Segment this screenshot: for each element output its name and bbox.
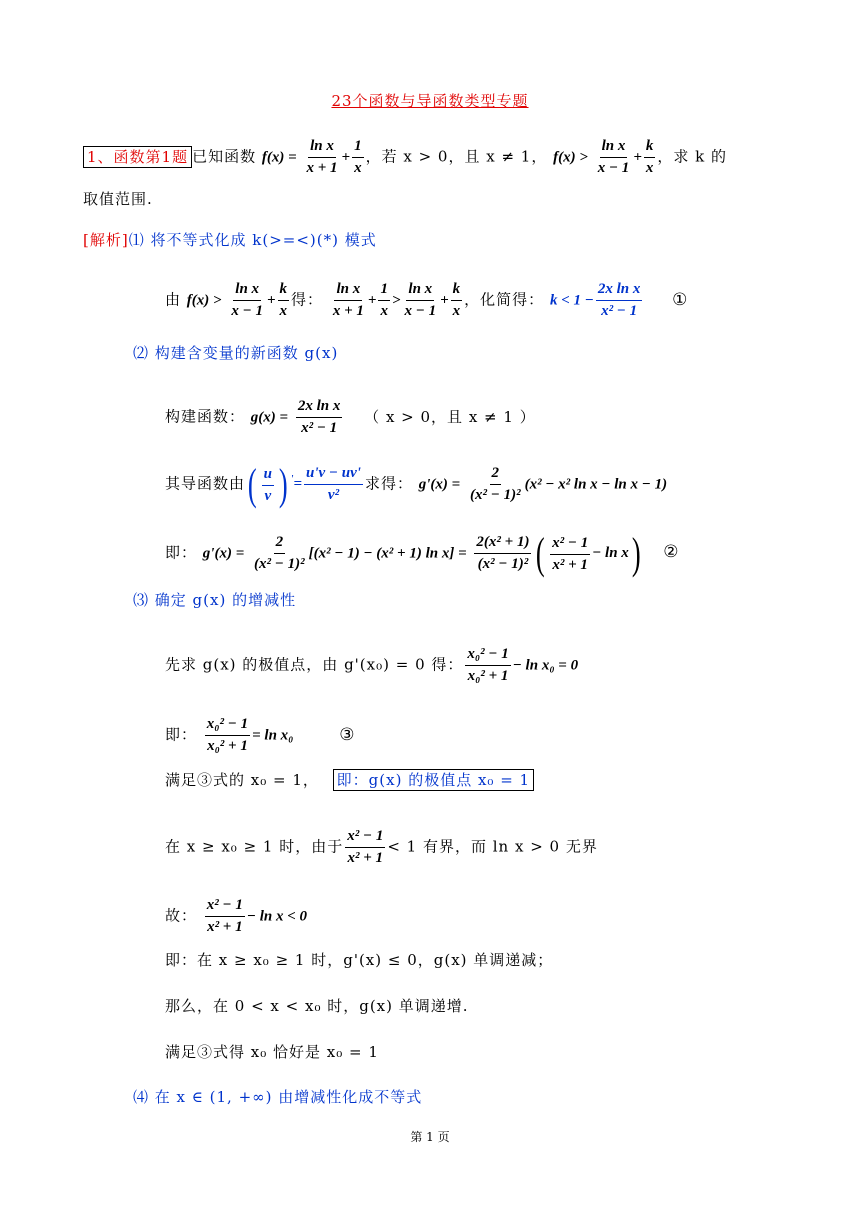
equation-mark-1: ① [672,289,689,310]
step3-increasing: 那么，在 0 < x < x₀ 时，g(x) 单调递增. [165,997,469,1015]
fraction: $\frac{k}{x}$ [645,138,654,176]
step3-decreasing: 即：在 x ≥ x₀ ≥ 1 时，g'(x) ≤ 0，g(x) 单调递减； [165,951,554,969]
page-title: 23个函数与导函数类型专题 [331,92,529,110]
step2-simplified: 即： g'(x) = $\frac{2}{\text{(x² − 1)²}}$ [(x² − 1) − (x² + 1) ln x] = $\frac{\text{2(x² + 1)}}{\text{(x² − 1)²}}$ ( $\frac{\text{x² − 1}}{\text{x² + 1}}$ − ln x) ② [165,529,680,578]
step3-equation: 即： $\frac{\text{x₀² − 1}}{\text{x₀² + 1}}$ = ln x₀ ③ [165,716,356,754]
step1-heading: [解析]⑴ 将不等式化成 k(>=<)(*) 模式 [83,231,377,249]
step3-heading: ⑶ 确定 g(x) 的增减性 [133,591,297,609]
fraction: $\frac{\text{ln x}}{x - 1}$ [597,138,630,176]
step1-derivation: 由 f(x) > $\frac{\text{ln x}}{x - 1}$ + $\frac{k}{x}$ 得： $\frac{\text{ln x}}{x + 1}$ + $\frac{1}{x}$ > $\frac{\text{ln x}}{x - 1}$ + $\frac{k}{x}$ ，化简得： k < 1 − $\frac{\text{2x ln x}}{\text{x² − 1}}$ ① [165,281,689,319]
step2-heading: ⑵ 构建含变量的新函数 g(x) [133,344,339,362]
problem-line2: 取值范围. [83,190,153,208]
step3-solution: 满足③式的 x₀ = 1， 即：g(x) 的极值点 x₀ = 1 [165,770,534,790]
extremum-box: 即：g(x) 的极值点 x₀ = 1 [333,769,534,791]
step3-conclusion: 满足③式得 x₀ 恰好是 x₀ = 1 [165,1043,379,1061]
step3-bound: 在 x ≥ x₀ ≥ 1 时，由于 $\frac{\text{x² − 1}}{\text{x² + 1}}$ < 1 有界，而 ln x > 0 无界 [165,828,598,866]
problem-tag: 1、函数第1题 [83,146,192,168]
fraction: $\frac{\text{ln x}}{x + 1}$ [306,138,338,176]
step4-heading: ⑷ 在 x ∈ (1, +∞) 由增减性化成不等式 [133,1088,423,1106]
step2-function: 构建函数： g(x) = $\frac{\text{2x ln x}}{\text{x² − 1}}$ （ x > 0，且 x ≠ 1 ） [165,398,536,436]
problem-statement: 1、函数第1题 已知函数 f(x) = $\frac{\text{ln x}}{x + 1}$ + $\frac{1}{x}$ ，若 x > 0，且 x ≠ 1， f(x) > $\frac{\text{ln x}}{x - 1}$ + $\frac{k}{x}$ ，求 k 的 [83,137,727,178]
equation-mark-2: ② [663,542,680,563]
step3-therefore: 故： $\frac{\text{x² − 1}}{\text{x² + 1}}$ − ln x < 0 [165,897,308,935]
step3-extremum: 先求 g(x) 的极值点，由 g'(x₀) = 0 得： $\frac{\text{x₀² − 1}}{\text{x₀² + 1}}$ − ln x₀ = 0 [165,646,579,684]
fraction: $\frac{1}{x}$ [354,138,362,176]
step2-derivative: 其导函数由( $\frac{u}{v}$ ) '= $\frac{u'v - uv'}{\text{v²}}$ 求得： g'(x) = $\frac{2}{\text{(x² − 1)²}}$ (x² − x² ln x − ln x − 1) [165,460,668,509]
equation-mark-3: ③ [339,724,356,745]
page-footer: 第 1 页 [410,1130,450,1144]
analysis-tag: [解析] [83,231,129,249]
